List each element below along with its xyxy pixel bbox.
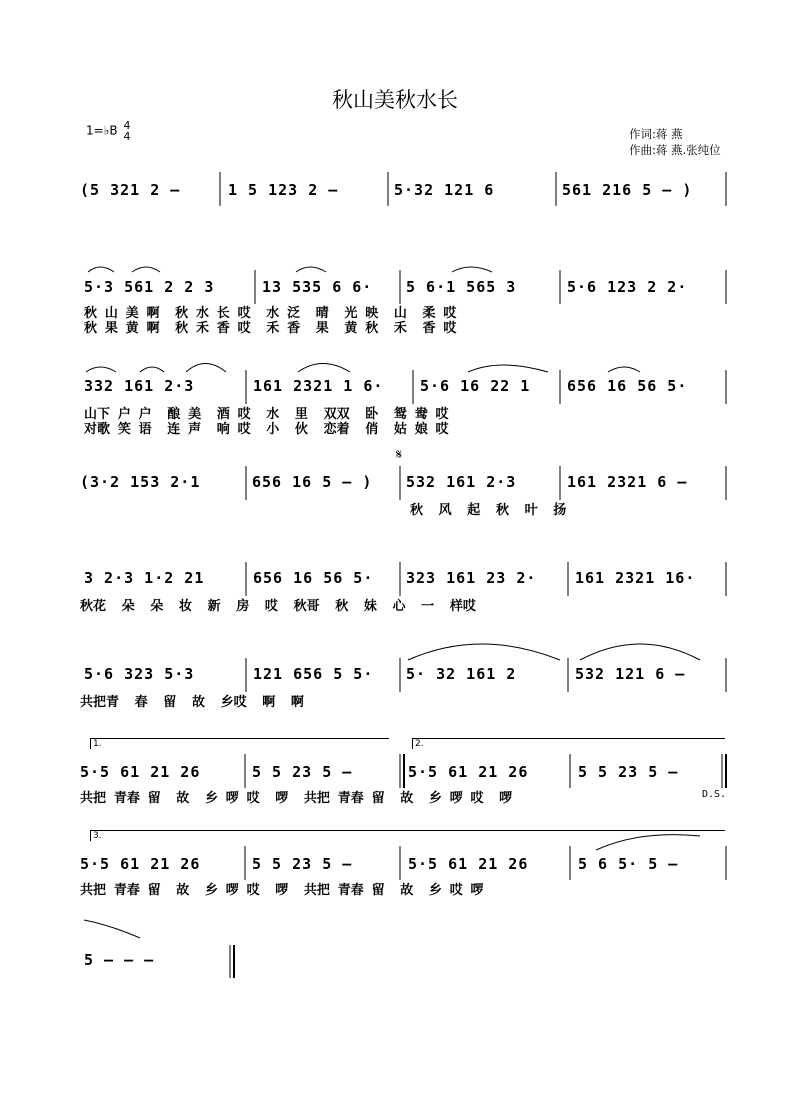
- measure: 1 5 123 2 –: [228, 181, 339, 199]
- lyrics: 秋花 朵 朵 妆 新 房 哎 秋哥 秋 妹 心 一 样哎: [80, 599, 476, 614]
- measure: 5 6·1 565 3: [406, 278, 517, 296]
- lyrics-verse-1: 秋 山 美 啊 秋 水 长 哎 水 泛 晴 光 映 山 柔 哎: [84, 306, 457, 321]
- measure: 532 161 2·3: [406, 473, 517, 491]
- composer: 作曲:蒋 燕.张纯位: [629, 143, 721, 157]
- measure: 161 2321 16·: [575, 569, 696, 587]
- measure: 5·5 61 21 26: [408, 763, 529, 781]
- dal-segno-mark: D.S.: [702, 789, 727, 800]
- measure: 5·32 121 6: [394, 181, 495, 199]
- lyrics: 秋 风 起 秋 叶 扬: [410, 503, 567, 518]
- measure: 5·5 61 21 26: [80, 763, 201, 781]
- measure: 5·6 16 22 1: [420, 377, 531, 395]
- credits: [629, 126, 721, 158]
- measure: 5·3 561 2 2 3: [84, 278, 215, 296]
- volta-third: 3.: [90, 830, 725, 841]
- key-prefix: 1=: [86, 123, 104, 138]
- measure: 656 16 56 5·: [253, 569, 374, 587]
- page-title: 秋山美秋水长: [332, 88, 458, 112]
- lyrics-verse-2: 秋 果 黄 啊 秋 禾 香 哎 禾 香 果 黄 秋 禾 香 哎: [84, 321, 457, 336]
- measure: 323 161 23 2·: [406, 569, 537, 587]
- lyrics: 共把 青春 留 故 乡 啰 哎 啰 共把 青春 留 故 乡 啰 哎 啰: [80, 791, 513, 806]
- measure: 332 161 2·3: [84, 377, 195, 395]
- lyrics: 共把青 春 留 故 乡哎 啊 啊: [80, 695, 304, 710]
- measure: 5 6 5· 5 –: [578, 855, 679, 873]
- measure: 121 656 5 5·: [253, 665, 374, 683]
- measure: 5·6 123 2 2·: [567, 278, 688, 296]
- flat-sign: ♭: [103, 123, 110, 138]
- measure: 561 216 5 – ): [562, 181, 693, 199]
- measure: 161 2321 1 6·: [253, 377, 384, 395]
- volta-second: 2.: [412, 738, 725, 749]
- lyrics-verse-1: 山下 户 户 酿 美 酒 哎 水 里 双双 卧 鸳 鸯 哎: [84, 407, 449, 422]
- lyrics: 共把 青春 留 故 乡 啰 哎 啰 共把 青春 留 故 乡 哎 啰: [80, 883, 484, 898]
- measure: 5 5 23 5 –: [252, 855, 353, 873]
- measure: 656 16 56 5·: [567, 377, 688, 395]
- key-note: B: [109, 123, 118, 138]
- measure: 5·5 61 21 26: [80, 855, 201, 873]
- measure: 5 5 23 5 –: [252, 763, 353, 781]
- measure: 161 2321 6 –: [567, 473, 688, 491]
- lyrics-verse-2: 对歌 笑 语 连 声 响 哎 小 伙 恋着 俏 姑 娘 哎: [84, 422, 449, 437]
- measure: 5 – – –: [84, 951, 155, 969]
- measure: 532 121 6 –: [575, 665, 686, 683]
- measure: (3·2 153 2·1: [80, 473, 201, 491]
- key-signature: [86, 120, 130, 142]
- measure: 5·5 61 21 26: [408, 855, 529, 873]
- lyricist: 作词:蒋 燕: [629, 127, 683, 141]
- measure: 5·6 323 5·3: [84, 665, 195, 683]
- measure: 13 535 6 6·: [262, 278, 373, 296]
- measure: 5· 32 161 2: [406, 665, 517, 683]
- volta-first: 1.: [90, 738, 389, 749]
- time-signature: 4 4: [123, 119, 131, 143]
- measure: 656 16 5 – ): [252, 473, 373, 491]
- measure: 5 5 23 5 –: [578, 763, 679, 781]
- segno-sign: 𝄋: [396, 447, 403, 463]
- measure: (5 321 2 –: [80, 181, 181, 199]
- measure: 3 2·3 1·2 21: [84, 569, 205, 587]
